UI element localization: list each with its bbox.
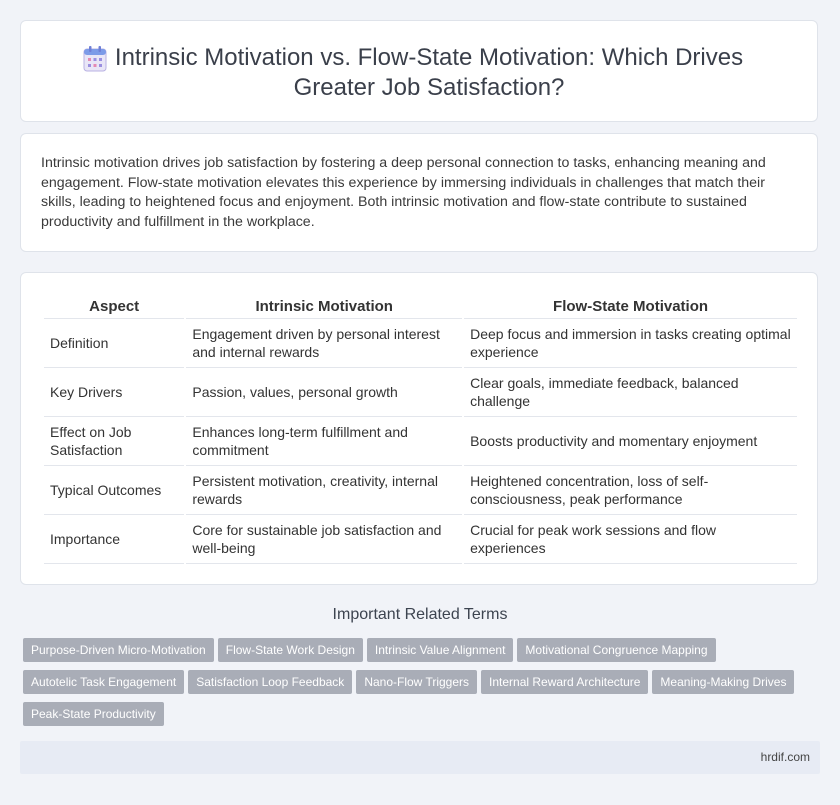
- page-title: Intrinsic Motivation vs. Flow-State Motivation: Which Drives Greater Job Satisfaction?: [114, 44, 744, 101]
- related-tag[interactable]: Intrinsic Value Alignment: [367, 638, 514, 662]
- comparison-table: [42, 293, 799, 564]
- cell-flow: Clear goals, immediate feedback, balanced challenge: [464, 368, 797, 417]
- table-header-row: [44, 293, 797, 319]
- related-terms-title: Important Related Terms: [332, 606, 508, 623]
- related-tag[interactable]: Nano-Flow Triggers: [356, 670, 477, 694]
- cell-aspect: Key Drivers: [44, 368, 184, 417]
- cell-aspect: Importance: [44, 515, 184, 564]
- intro-paragraph: Intrinsic motivation drives job satisfaction by fostering a deep personal connection to tasks, enhancing meaning and engagement. Flow-state motivation elevates this experience by immersing individuals in challenges that match their skills, leading to heightened focus and enjoyment. Both intrinsic motivation and flow-state contribute to sustained productivity and fulfillment in the workplace.: [41, 155, 766, 230]
- cell-intrinsic: Passion, values, personal growth: [186, 368, 462, 417]
- cell-intrinsic: Core for sustainable job satisfaction and well-being: [186, 515, 462, 564]
- related-tag[interactable]: Meaning-Making Drives: [652, 670, 794, 694]
- table-row: [44, 466, 797, 515]
- intro-card: [20, 133, 818, 252]
- related-tag[interactable]: Internal Reward Architecture: [481, 670, 648, 694]
- cell-flow: Boosts productivity and momentary enjoyment: [464, 417, 797, 466]
- cell-flow: Deep focus and immersion in tasks creating optimal experience: [464, 319, 797, 368]
- related-tag[interactable]: Flow-State Work Design: [218, 638, 363, 662]
- cell-aspect: Effect on Job Satisfaction: [44, 417, 184, 466]
- cell-intrinsic: Enhances long-term fulfillment and commitment: [186, 417, 462, 466]
- cell-flow: Crucial for peak work sessions and flow experiences: [464, 515, 797, 564]
- related-tags: [23, 638, 813, 734]
- table-row: [44, 319, 797, 368]
- cell-aspect: Typical Outcomes: [44, 466, 184, 515]
- header-intrinsic: Intrinsic Motivation: [186, 293, 462, 319]
- cell-aspect: Definition: [44, 319, 184, 368]
- related-tag[interactable]: Motivational Congruence Mapping: [517, 638, 715, 662]
- cell-intrinsic: Engagement driven by personal interest and internal rewards: [186, 319, 462, 368]
- comparison-card: [20, 272, 818, 585]
- cell-intrinsic: Persistent motivation, creativity, internal rewards: [186, 466, 462, 515]
- table-row: [44, 368, 797, 417]
- footer: [20, 741, 820, 774]
- footer-source[interactable]: hrdif.com: [760, 750, 810, 764]
- table-row: [44, 515, 797, 564]
- table-row: [44, 417, 797, 466]
- cell-flow: Heightened concentration, loss of self-consciousness, peak performance: [464, 466, 797, 515]
- title-card: [20, 20, 818, 122]
- header-aspect: Aspect: [44, 293, 184, 319]
- header-flow: Flow-State Motivation: [464, 293, 797, 319]
- related-tag[interactable]: Autotelic Task Engagement: [23, 670, 184, 694]
- related-tag[interactable]: Satisfaction Loop Feedback: [188, 670, 352, 694]
- related-tag[interactable]: Peak-State Productivity: [23, 702, 164, 726]
- related-tag[interactable]: Purpose-Driven Micro-Motivation: [23, 638, 214, 662]
